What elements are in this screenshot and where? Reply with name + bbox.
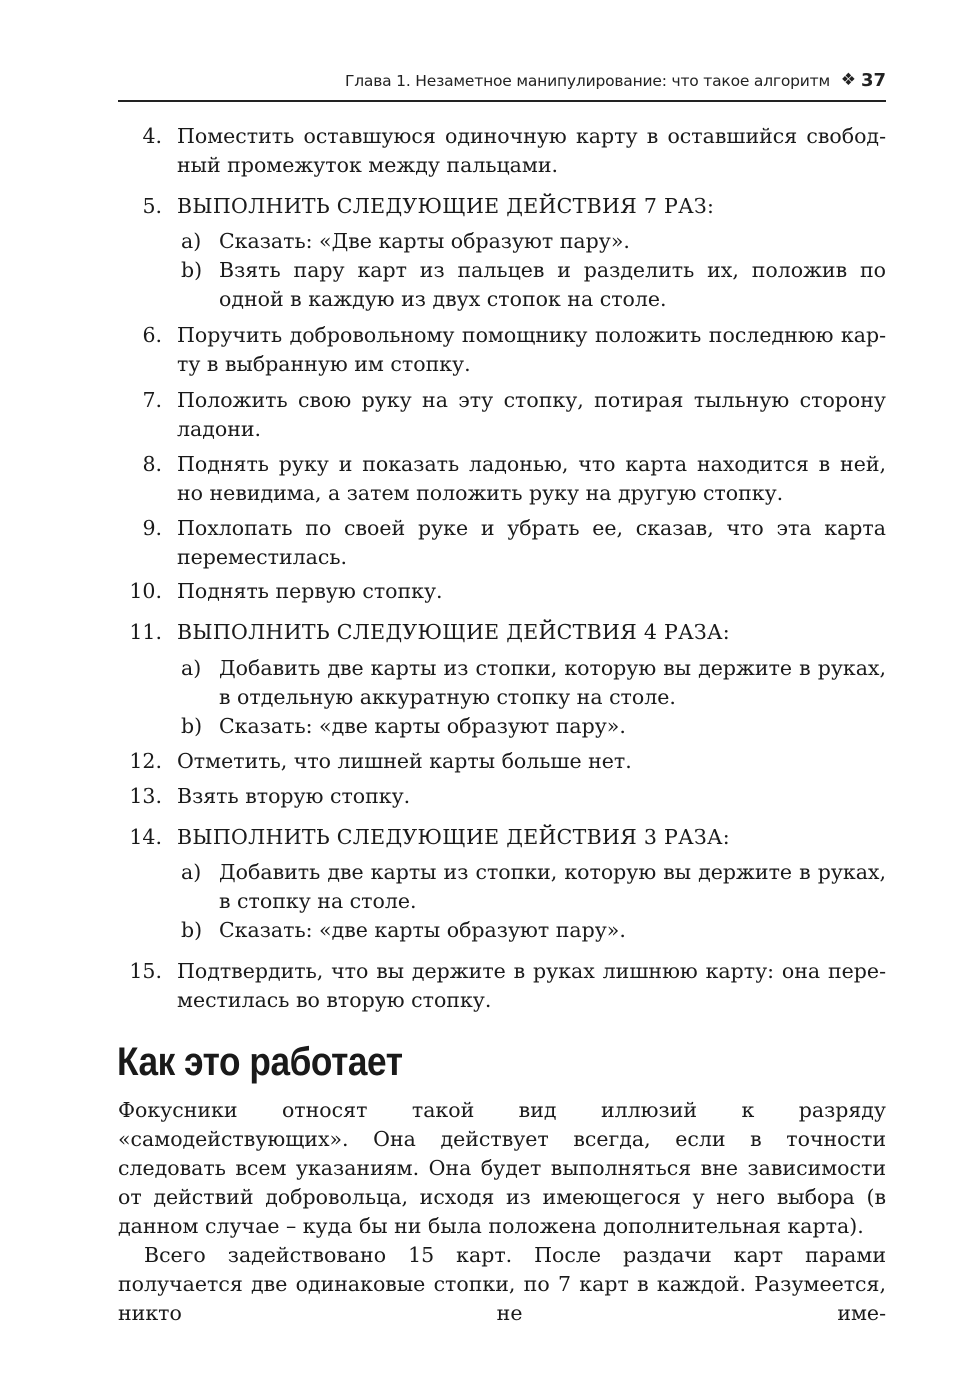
item-number: 6.	[142, 323, 162, 347]
item-text: Поднять руку и показать ладонью, что карта находится в ней, но невидима, а затем положить руку на другую стопку.	[177, 452, 886, 505]
item-number: 5.	[142, 194, 162, 218]
item-number: 11.	[129, 620, 162, 644]
running-header	[118, 70, 886, 102]
item-text: Взять вторую стопку.	[177, 784, 411, 808]
sub-item-text: Сказать: «Две карты образуют пару».	[219, 229, 630, 253]
body-paragraph: Фокусники относят такой вид иллюзий к разряду «самодействующих». Она действует всегда, если в точности следовать всем указаниям. Она будет выполняться вне зависимости от действий добровольца, исходя из имеющегося у него выбора (в данном случае – куда бы ни была положена дополнительная карта).	[118, 1098, 886, 1238]
item-text: Подтвердить, что вы держите в руках лишнюю карту: она переместилась во вторую стопку.	[177, 959, 886, 1012]
item-number: 15.	[129, 959, 162, 983]
page-number: 37	[860, 70, 886, 91]
item-number: 14.	[129, 825, 162, 849]
sub-item-number: a)	[181, 656, 202, 680]
item-text: ВЫПОЛНИТЬ СЛЕДУЮЩИЕ ДЕЙСТВИЯ 7 РАЗ:	[177, 194, 715, 218]
item-text: Поручить добровольному помощнику положить последнюю карту в выбранную им стопку.	[177, 323, 886, 376]
chapter-title: Глава 1. Незаметное манипулирование: что такое алгоритм	[344, 72, 830, 90]
item-text: Поместить оставшуюся одиночную карту в оставшийся свободный промежуток между пальцами.	[177, 124, 886, 177]
ornament-icon: ❖	[840, 70, 856, 90]
sub-item-text: Сказать: «две карты образуют пару».	[219, 714, 626, 738]
sub-item-text: Добавить две карты из стопки, которую вы держите в руках, в стопку на столе.	[219, 860, 886, 913]
item-number: 12.	[129, 749, 162, 773]
item-number: 10.	[129, 579, 162, 603]
section-heading: Как это работает	[117, 1040, 403, 1084]
item-number: 9.	[142, 516, 162, 540]
item-number: 4.	[142, 124, 162, 148]
item-number: 8.	[142, 452, 162, 476]
item-number: 7.	[142, 388, 162, 412]
item-text: Похлопать по своей руке и убрать ее, сказав, что эта карта переместилась.	[177, 516, 886, 569]
body-paragraph: Всего задействовано 15 карт. После раздачи карт парами получается две одинаковые стопки, по 7 карт в каждой. Разумеется, никто не име-	[118, 1243, 886, 1325]
item-text: Отметить, что лишней карты больше нет.	[177, 749, 632, 773]
sub-item-number: b)	[181, 258, 203, 282]
sub-item-text: Сказать: «две карты образуют пару».	[219, 918, 626, 942]
item-text: Положить свою руку на эту стопку, потирая тыльную сторону ладони.	[177, 388, 886, 441]
sub-item-number: a)	[181, 229, 202, 253]
item-text: Поднять первую стопку.	[177, 579, 443, 603]
item-text: ВЫПОЛНИТЬ СЛЕДУЮЩИЕ ДЕЙСТВИЯ 4 РАЗА:	[177, 620, 730, 644]
sub-item-number: b)	[181, 714, 203, 738]
sub-item-number: b)	[181, 918, 203, 942]
sub-item-text: Взять пару карт из пальцев и разделить их, положив по одной в каждую из двух стопок на столе.	[219, 258, 886, 311]
sub-item-number: a)	[181, 860, 202, 884]
item-text: ВЫПОЛНИТЬ СЛЕДУЮЩИЕ ДЕЙСТВИЯ 3 РАЗА:	[177, 825, 730, 849]
sub-item-text: Добавить две карты из стопки, которую вы держите в руках, в отдельную аккуратную стопку на столе.	[219, 656, 886, 709]
item-number: 13.	[129, 784, 162, 808]
